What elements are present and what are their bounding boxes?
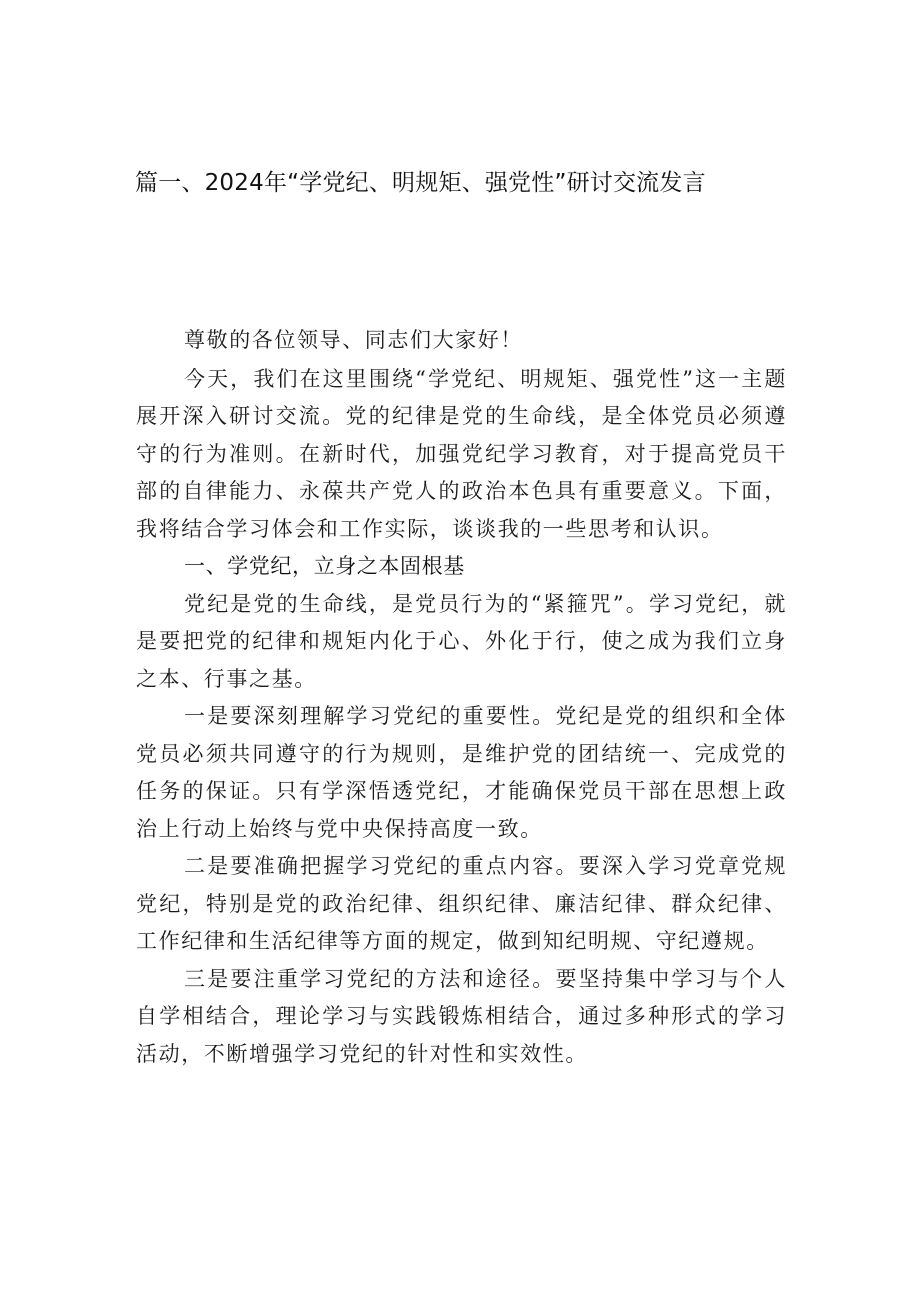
point-one-paragraph: 一是要深刻理解学习党纪的重要性。党纪是党的组织和全体党员必须共同遵守的行为规则，是维护党的团结统一、完成党的任务的保证。只有学深悟透党纪，才能确保党员干部在思想上政治上行动上始终与党中央保持高度一致。 bbox=[136, 704, 787, 841]
point-three-paragraph: 三是要注重学习党纪的方法和途径。要坚持集中学习与个人自学相结合，理论学习与实践锻炼相结合，通过多种形式的学习活动，不断增强学习党纪的针对性和实效性。 bbox=[136, 966, 787, 1066]
greeting-paragraph: 尊敬的各位领导、同志们大家好！ bbox=[184, 328, 523, 352]
document-body bbox=[136, 322, 787, 1073]
section-lead-paragraph: 党纪是党的生命线，是党员行为的“紧箍咒”。学习党纪，就是要把党的纪律和规矩内化于心、外化于行，使之成为我们立身之本、行事之基。 bbox=[136, 591, 787, 691]
section-heading: 一、学党纪，立身之本固根基 bbox=[184, 554, 465, 578]
point-two-paragraph: 二是要准确把握学习党纪的重点内容。要深入学习党章党规党纪，特别是党的政治纪律、组织纪律、廉洁纪律、群众纪律、工作纪律和生活纪律等方面的规定，做到知纪明规、守纪遵规。 bbox=[136, 854, 787, 953]
document-title: 篇一、2024年“学党纪、明规矩、强党性”研讨交流发言 bbox=[135, 170, 706, 196]
intro-paragraph: 今天，我们在这里围绕“学党纪、明规矩、强党性”这一主题展开深入研讨交流。党的纪律是党的生命线，是全体党员必须遵守的行为准则。在新时代，加强党纪学习教育，对于提高党员干部的自律能力、永葆共产党人的政治本色具有重要意义。下面，我将结合学习体会和工作实际，谈谈我的一些思考和认识。 bbox=[136, 366, 787, 541]
